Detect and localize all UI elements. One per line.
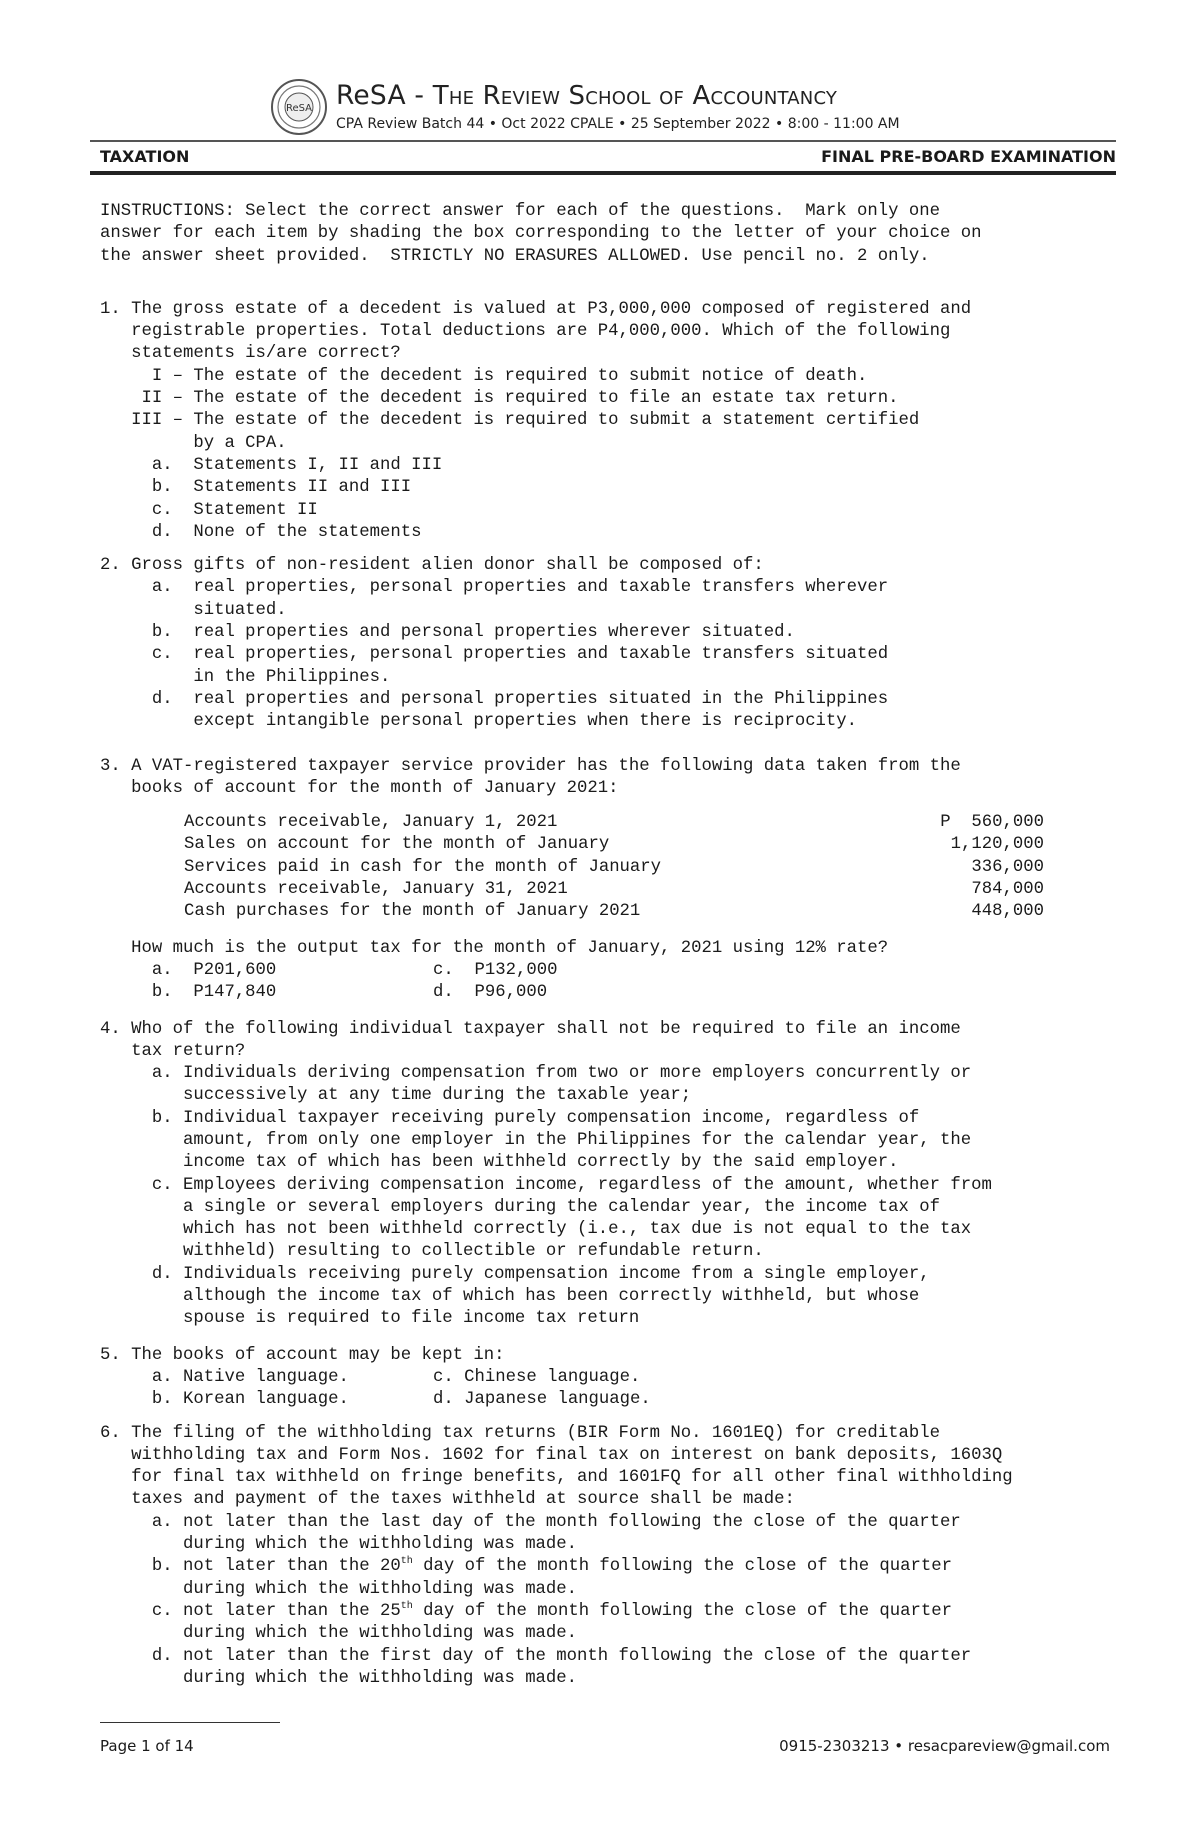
- row-label: Cash purchases for the month of January 2021: [184, 902, 641, 922]
- choice: d. real properties and personal properties situated in the Philippines: [100, 689, 889, 709]
- statement: III – The estate of the decedent is required to submit a statement certified: [100, 411, 920, 431]
- row-label: Accounts receivable, January 31, 2021: [184, 880, 568, 900]
- question-text: 3. A VAT-registered taxpayer service provider has the following data taken from the: [100, 756, 961, 776]
- choice: d. Individuals receiving purely compensation income from a single employer,: [100, 1264, 930, 1284]
- question-4: [100, 1019, 1110, 1331]
- statement: I – The estate of the decedent is required to submit notice of death.: [100, 366, 868, 386]
- school-name: ReSA - The Review School of Accountancy: [336, 80, 838, 111]
- choice: although the income tax of which has been correctly withheld, but whose: [100, 1287, 920, 1307]
- choice: c. Employees deriving compensation income, regardless of the amount, whether from: [100, 1175, 992, 1195]
- choice: successively at any time during the taxable year;: [100, 1086, 692, 1106]
- table-row: [184, 834, 1110, 856]
- choice: d. Japanese language.: [433, 1390, 651, 1410]
- table-row: [184, 879, 1110, 901]
- table-row: [184, 857, 1110, 879]
- choice: during which the withholding was made.: [100, 1668, 578, 1688]
- choice: c. P132,000: [433, 960, 558, 980]
- choice: b. P147,840: [100, 983, 277, 1003]
- instructions-line: INSTRUCTIONS: Select the correct answer for each of the questions. Mark only one: [100, 202, 941, 221]
- exam-content: [100, 201, 1110, 1690]
- choice: in the Philippines.: [100, 667, 391, 687]
- choice: during which the withholding was made.: [100, 1535, 578, 1555]
- question-1: [100, 299, 1110, 544]
- question-6: [100, 1423, 1110, 1691]
- choice: b. real properties and personal properties wherever situated.: [100, 623, 795, 643]
- question-text: books of account for the month of January 2021:: [100, 778, 619, 798]
- row-amount: 448,000: [971, 902, 1044, 922]
- row-amount: P 560,000: [940, 813, 1044, 833]
- question-text: 6. The filing of the withholding tax returns (BIR Form No. 1601EQ) for creditable: [100, 1423, 941, 1443]
- choice: c. not later than the 25th day of the month following the close of the quarter: [100, 1601, 953, 1621]
- question-text: registrable properties. Total deductions are P4,000,000. Which of the following: [100, 322, 951, 342]
- row-amount: 1,120,000: [950, 835, 1044, 855]
- instructions-line: the answer sheet provided. STRICTLY NO ERASURES ALLOWED. Use pencil no. 2 only.: [100, 246, 930, 266]
- exam-title: FINAL PRE-BOARD EXAMINATION: [821, 147, 1116, 166]
- table-row: [184, 901, 1110, 923]
- question-2: [100, 555, 1110, 733]
- choice: b. Individual taxpayer receiving purely compensation income, regardless of: [100, 1108, 920, 1128]
- choice: during which the withholding was made.: [100, 1624, 578, 1644]
- choice: d. not later than the first day of the month following the close of the quarter: [100, 1646, 972, 1666]
- page-number: Page 1 of 14: [100, 1737, 194, 1755]
- choice: spouse is required to file income tax return: [100, 1309, 640, 1329]
- row-amount: 784,000: [971, 880, 1044, 900]
- choice: c. real properties, personal properties and taxable transfers situated: [100, 645, 889, 665]
- footer-rule: [100, 1722, 280, 1723]
- question-text: tax return?: [100, 1041, 246, 1061]
- instructions: [100, 201, 1110, 268]
- question-5: [100, 1345, 1110, 1412]
- choice: c. Chinese language.: [433, 1367, 641, 1387]
- subject-title: TAXATION: [100, 147, 190, 166]
- choice: a. not later than the last day of the month following the close of the quarter: [100, 1512, 961, 1532]
- choice: situated.: [100, 600, 287, 620]
- choice: a. Statements I, II and III: [100, 455, 443, 475]
- choice-row: [100, 1367, 1110, 1389]
- choice: d. None of the statements: [100, 522, 422, 542]
- choice: during which the withholding was made.: [100, 1579, 578, 1599]
- logo-text: ReSA: [285, 103, 313, 114]
- row-label: Services paid in cash for the month of January: [184, 857, 662, 877]
- question-text: 4. Who of the following individual taxpayer shall not be required to file an income: [100, 1019, 961, 1039]
- choice: which has not been withheld correctly (i.e., tax due is not equal to the tax: [100, 1220, 972, 1240]
- statement: II – The estate of the decedent is required to file an estate tax return.: [100, 389, 899, 409]
- choice: except intangible personal properties when there is reciprocity.: [100, 712, 858, 732]
- choice: a. P201,600: [100, 960, 277, 980]
- choice: a. real properties, personal properties and taxable transfers wherever: [100, 578, 889, 598]
- choice: income tax of which has been withheld correctly by the said employer.: [100, 1153, 899, 1173]
- header-top-rule: [90, 140, 1116, 142]
- choice: a. Individuals deriving compensation from two or more employers concurrently or: [100, 1064, 972, 1084]
- contact-info: 0915-2303213 • resacpareview@gmail.com: [779, 1737, 1110, 1755]
- choice: b. Korean language.: [100, 1390, 349, 1410]
- question-text: 2. Gross gifts of non-resident alien donor shall be composed of:: [100, 556, 764, 576]
- choice: b. Statements II and III: [100, 478, 412, 498]
- question-text: taxes and payment of the taxes withheld at source shall be made:: [100, 1490, 795, 1510]
- choice: amount, from only one employer in the Philippines for the calendar year, the: [100, 1130, 972, 1150]
- row-label: Sales on account for the month of January: [184, 835, 610, 855]
- choice: b. not later than the 20th day of the month following the close of the quarter: [100, 1556, 953, 1577]
- header-rule: [90, 171, 1116, 175]
- question-text: for final tax withheld on fringe benefits, and 1601FQ for all other final withholding: [100, 1468, 1013, 1488]
- choice: a single or several employers during the calendar year, the income tax of: [100, 1197, 941, 1217]
- question-text: 1. The gross estate of a decedent is valued at P3,000,000 composed of registered and: [100, 299, 972, 319]
- choice: a. Native language.: [100, 1367, 349, 1387]
- question-text: 5. The books of account may be kept in:: [100, 1345, 505, 1365]
- statement: by a CPA.: [100, 433, 287, 453]
- choice: withheld) resulting to collectible or refundable return.: [100, 1242, 764, 1262]
- row-label: Accounts receivable, January 1, 2021: [184, 813, 558, 833]
- question-text: withholding tax and Form Nos. 1602 for final tax on interest on bank deposits, 1603Q: [100, 1445, 1003, 1465]
- table-row: [184, 812, 1110, 834]
- question-text: How much is the output tax for the month of January, 2021 using 12% rate?: [100, 938, 889, 958]
- choice: c. Statement II: [100, 500, 318, 520]
- choice-row: [100, 960, 1110, 982]
- question-text: statements is/are correct?: [100, 344, 401, 364]
- instructions-line: answer for each item by shading the box corresponding to the letter of your choice on: [100, 224, 982, 244]
- choice-row: [100, 1389, 1110, 1411]
- resa-logo: [270, 78, 328, 136]
- choice: d. P96,000: [433, 983, 548, 1003]
- choice-row: [100, 982, 1110, 1004]
- row-amount: 336,000: [971, 857, 1044, 877]
- batch-subtitle: CPA Review Batch 44 • Oct 2022 CPALE • 25 September 2022 • 8:00 - 11:00 AM: [336, 116, 900, 132]
- question-3: [100, 756, 1110, 1005]
- data-table: [184, 812, 1110, 923]
